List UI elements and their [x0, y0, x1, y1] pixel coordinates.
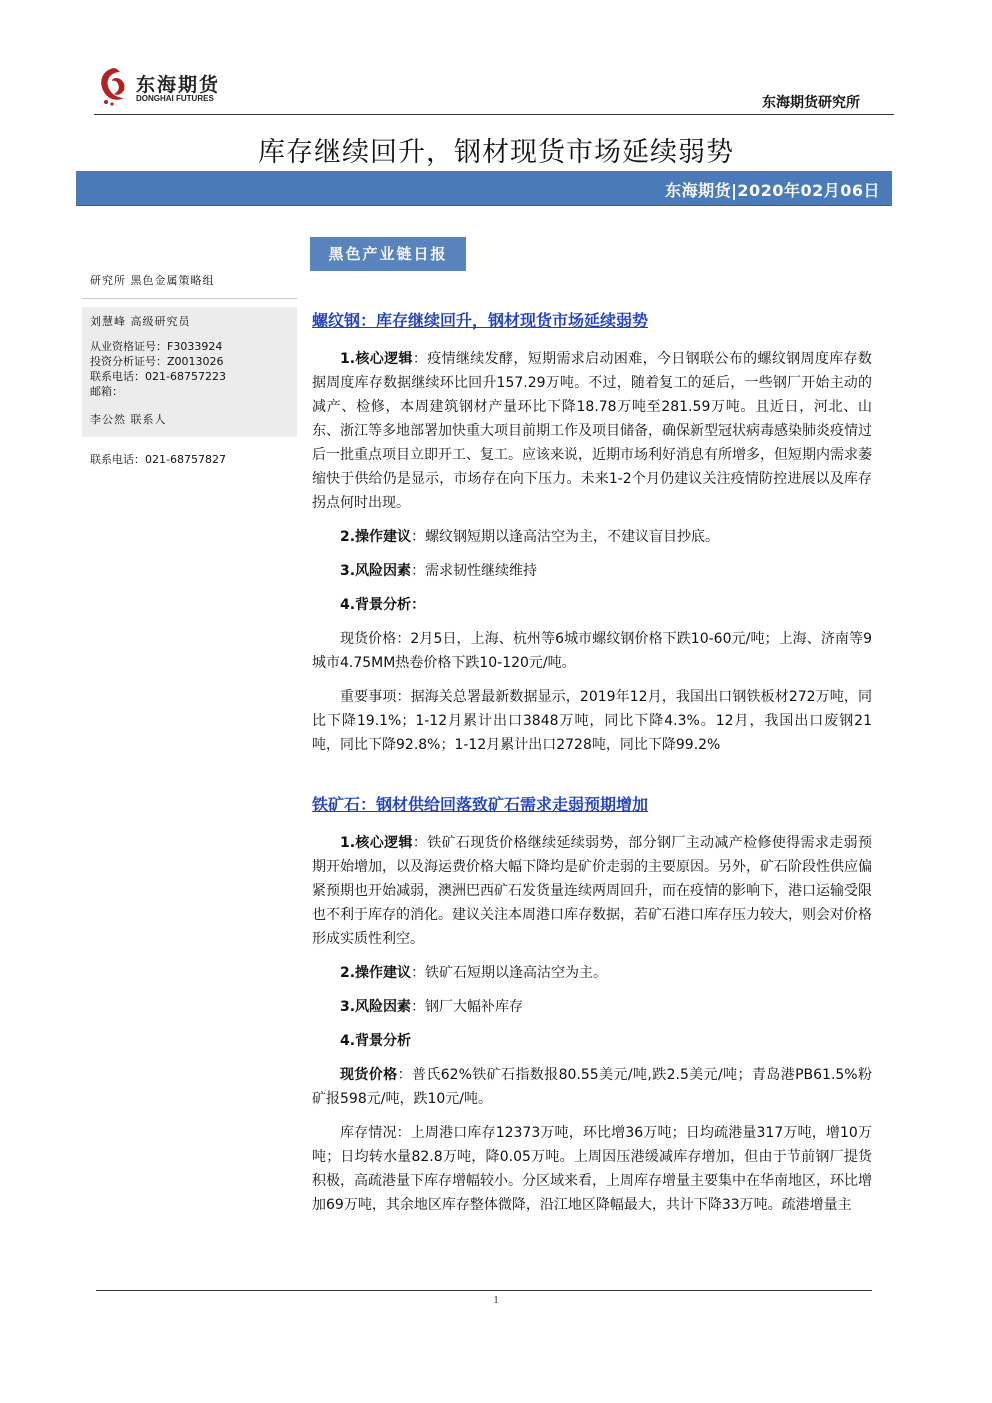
rebar-advice-text: ：螺纹钢短期以逢高沽空为主，不建议盲目抄底。: [411, 529, 720, 545]
section-title-iron-ore: 铁矿石：钢材供给回落致矿石需求走弱预期增加: [312, 795, 649, 814]
analyst-name: 刘慧峰 高级研究员: [90, 315, 191, 328]
rebar-advice: [312, 525, 872, 549]
iron-background-label: 4.背景分析: [340, 1033, 412, 1049]
footer-divider: [96, 1290, 872, 1291]
page-title: 库存继续回升，钢材现货市场延续弱势: [258, 137, 734, 168]
company-logo: [94, 64, 234, 108]
iron-background-heading: [312, 1029, 872, 1053]
contact-phone: 联系电话：021-68757827: [90, 453, 226, 466]
rebar-core-logic: [312, 347, 872, 515]
analyst-card: [82, 307, 297, 437]
analyst-info-line: 投资分析证号：Z0013026: [90, 355, 224, 368]
logo-text-en: DONGHAI FUTURES: [136, 94, 214, 103]
rebar-spot-price: 现货价格：2月5日，上海、杭州等6城市螺纹钢价格下跌10-60元/吨；上海、济南等9城市4.75MM热卷价格下跌10-120元/吨。: [312, 631, 872, 671]
rebar-risk: [312, 559, 872, 583]
iron-core-logic-label: 1.核心逻辑: [340, 835, 413, 851]
sidebar: [82, 270, 297, 467]
rebar-key-events: 重要事项：据海关总署最新数据显示，2019年12月，我国出口钢铁板材272万吨，同比下降19.1%；1-12月累计出口3848万吨，同比下降4.3%。12月，我国出口废钢21吨，同比下降92.8%；1-12月累计出口2728吨，同比下降99.2%: [312, 689, 872, 753]
iron-advice-text: ：铁矿石短期以逢高沽空为主。: [411, 965, 608, 981]
logo-mark-icon: [94, 64, 134, 108]
iron-risk: [312, 995, 872, 1019]
report-type-label: 黑色产业链日报: [310, 237, 466, 271]
rebar-core-logic-label: 1.核心逻辑: [340, 351, 413, 367]
iron-risk-text: ：钢厂大幅补库存: [411, 999, 524, 1015]
page-number: 1: [493, 1294, 499, 1306]
date-bar-text: 东海期货|2020年02月06日: [665, 181, 880, 200]
rebar-background-label: 4.背景分析: [340, 597, 412, 613]
analyst-info-line: 从业资格证号：F3033924: [90, 340, 223, 353]
header-institute: 东海期货研究所: [762, 95, 860, 111]
header-divider: [94, 114, 894, 115]
rebar-background-colon: ：: [411, 597, 426, 613]
iron-advice: [312, 961, 872, 985]
main-content: [312, 305, 872, 1227]
rebar-advice-label: 2.操作建议: [340, 529, 412, 545]
iron-core-logic: [312, 831, 872, 951]
iron-advice-label: 2.操作建议: [340, 965, 412, 981]
iron-inventory: 库存情况：上周港口库存12373万吨，环比增36万吨；日均疏港量317万吨，增10万吨；日均转水量82.8万吨，降0.05万吨。上周因压港缓减库存增加，但由于节前钢厂提货积极，高疏港量下库存增幅较小。分区域来看，上周库存增量主要集中在华南地区，环比增加69万吨，其余地区库存整体微降，沿江地区降幅最大，共计下降33万吨。疏港增量主: [312, 1125, 872, 1213]
date-bar: [76, 171, 892, 206]
logo-text-cn: 东海期货: [136, 74, 221, 96]
rebar-background-heading: [312, 593, 872, 617]
sidebar-department: 研究所 黑色金属策略组: [90, 274, 215, 287]
rebar-risk-text: ：需求韧性继续维持: [411, 563, 538, 579]
section-title-rebar: 螺纹钢：库存继续回升，钢材现货市场延续弱势: [312, 311, 649, 330]
iron-spot-text: ：普氏62%铁矿石指数报80.55美元/吨,跌2.5美元/吨；青岛港PB61.5%粉矿报598元/吨，跌10元/吨。: [312, 1067, 873, 1107]
iron-risk-label: 3.风险因素: [340, 999, 412, 1015]
analyst-email: 邮箱：: [90, 385, 123, 398]
iron-spot-label: 现货价格: [340, 1067, 398, 1083]
iron-core-logic-text: ：铁矿石现货价格继续延续弱势，部分钢厂主动减产检修使得需求走弱预期开始增加，以及海运费价格大幅下降均是矿价走弱的主要原因。另外，矿石阶段性供应偏紧预期也开始减弱，澳洲巴西矿石发货量连续两周回升，而在疫情的影响下，港口运输受限也不利于库存的消化。建议关注本周港口库存数据，若矿石港口库存压力较大，则会对价格形成实质性利空。: [312, 835, 872, 947]
contact-name: 李公然 联系人: [90, 413, 167, 426]
analyst-info-line: 联系电话：021-68757223: [90, 370, 226, 383]
rebar-core-logic-text: ：疫情继续发酵，短期需求启动困难，今日钢联公布的螺纹钢周度库存数据周度库存数据继续环比回升157.29万吨。不过，随着复工的延后，一些钢厂开始主动的减产、检修，本周建筑钢材产量环比下降18.78万吨至281.59万吨。且近日，河北、山东、浙江等多地部署加快重大项目前期工作及项目储备，确保新型冠状病毒感染肺炎疫情过后一批重点项目立即开工、复工。应该来说，近期市场利好消息有所增多，但短期内需求萎缩快于供给仍是显示，市场存在向下压力。未来1-2个月仍建议关注疫情防控进展以及库存拐点何时出现。: [312, 351, 872, 511]
iron-spot-price: [312, 1063, 872, 1111]
rebar-risk-label: 3.风险因素: [340, 563, 412, 579]
